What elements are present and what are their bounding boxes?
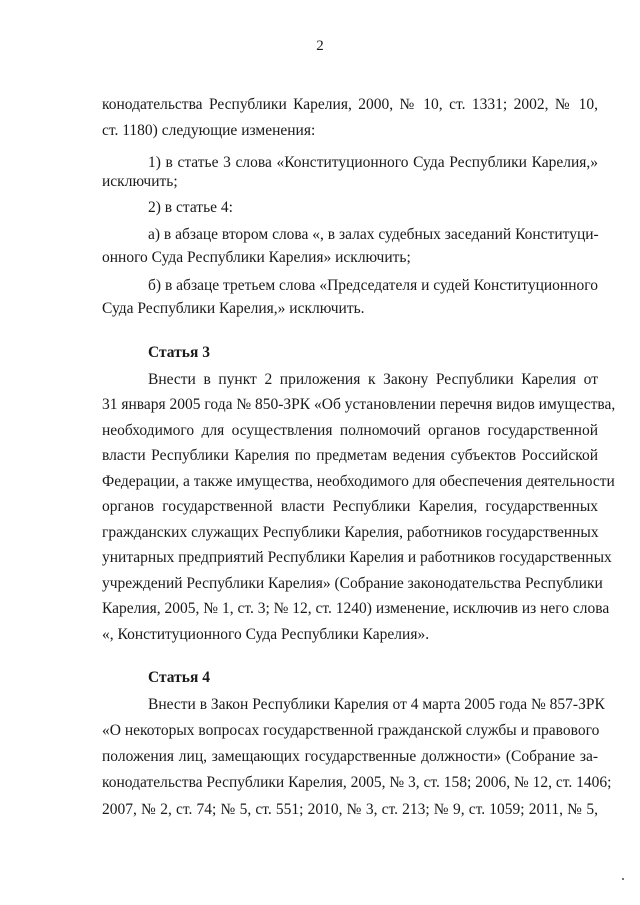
text-line: «, Конституционного Суда Республики Карелия». <box>102 626 430 643</box>
text-line: положения лиц, замещающих государственные должности» (Собрание за- <box>102 748 598 765</box>
text-line: Карелия, 2005, № 1, ст. 3; № 12, ст. 1240) изменение, исключив из него слова <box>102 600 610 617</box>
text-line: ст. 1180) следующие изменения: <box>102 122 316 139</box>
text-line: Внести в пункт 2 приложения к Закону Республики Карелия от <box>148 371 598 388</box>
text-line: учреждений Республики Карелия» (Собрание законодательства Республики <box>102 575 603 592</box>
text-line: Федерации, а также имущества, необходимого для обеспечения деятельности <box>102 473 615 490</box>
text-line: а) в абзаце втором слова «, в залах судебных заседаний Конституци- <box>148 226 599 243</box>
text-line: «О некоторых вопросах государственной гражданской службы и правового <box>102 722 600 739</box>
text-line: Суда Республики Карелия,» исключить. <box>102 300 365 317</box>
text-line: 2) в статье 4: <box>148 199 233 216</box>
text-line: Внести в Закон Республики Карелия от 4 марта 2005 года № 857-ЗРК <box>148 696 605 713</box>
page-number: 2 <box>316 38 324 54</box>
text-line: органов государственной власти Республики Карелия, государственных <box>102 498 598 515</box>
text-line: 1) в статье 3 слова «Конституционного Суда Республики Карелия,» <box>148 154 598 171</box>
text-line: конодательства Республики Карелия, 2005, № 3, ст. 158; 2006, № 12, ст. 1406; <box>102 774 612 791</box>
text-line: власти Республики Карелия по предметам ведения субъектов Российской <box>102 447 598 464</box>
text-line: исключить; <box>102 173 178 190</box>
text-line: унитарных предприятий Республики Карелия и работников государственных <box>102 549 612 566</box>
text-line: онного Суда Республики Карелия» исключить; <box>102 249 411 266</box>
text-line: гражданских служащих Республики Карелия, работников государственных <box>102 524 599 541</box>
text-line: б) в абзаце третьем слова «Председателя и судей Конституционного <box>148 277 598 294</box>
scan-speck <box>622 878 624 880</box>
article-heading: Статья 4 <box>148 669 210 686</box>
text-line: конодательства Республики Карелия, 2000, № 10, ст. 1331; 2002, № 10, <box>102 96 598 113</box>
text-line: 2007, № 2, ст. 74; № 5, ст. 551; 2010, № 3, ст. 213; № 9, ст. 1059; 2011, № 5, <box>102 801 598 818</box>
article-heading: Статья 3 <box>148 344 210 361</box>
text-line: необходимого для осуществления полномочий органов государственной <box>102 422 598 439</box>
text-line: 31 января 2005 года № 850-ЗРК «Об установлении перечня видов имущества, <box>102 396 616 413</box>
